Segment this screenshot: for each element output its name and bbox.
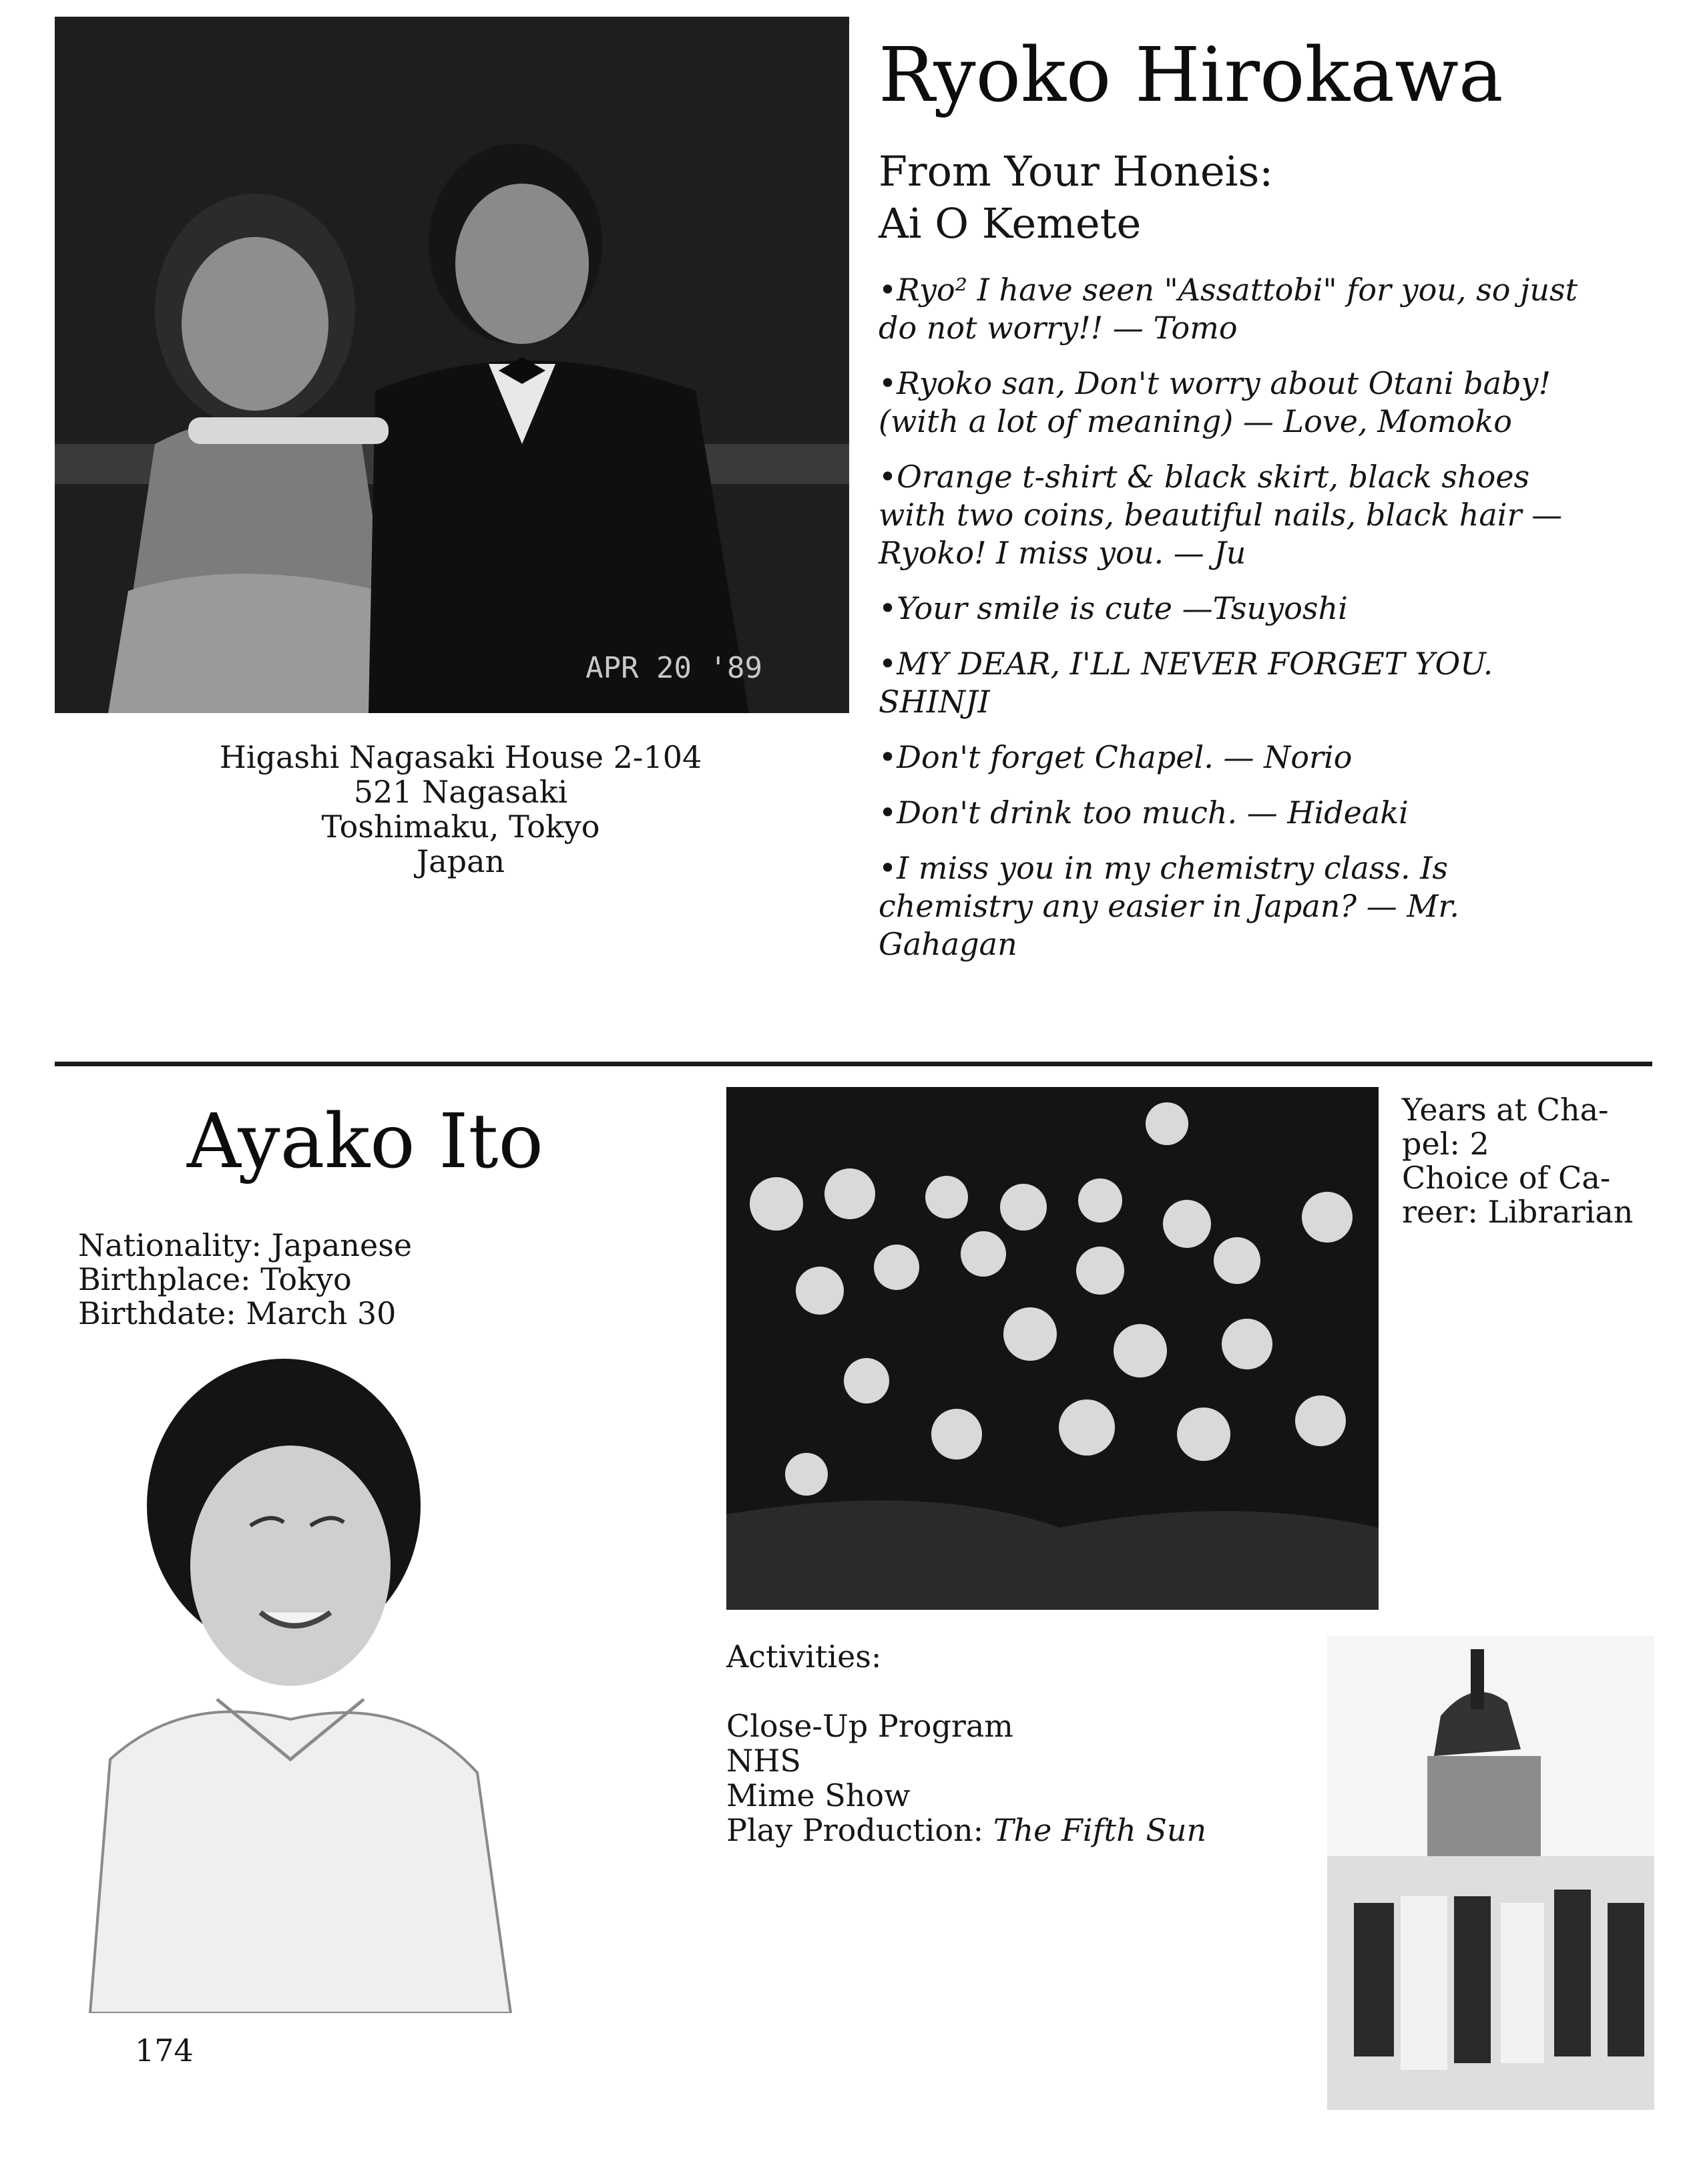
quote: •Don't drink too much. — Hideaki xyxy=(879,795,1409,831)
ryoko-couple-photo xyxy=(55,17,849,713)
chapel-career-info xyxy=(1402,1093,1669,1229)
quote: •Ryoko san, Don't worry about Otani baby! (with a lot of meaning) — Love, Momoko xyxy=(879,365,1551,439)
birthdate: Birthdate: March 30 xyxy=(78,1295,397,1331)
quote: •Ryo² I have seen "Assattobi" for you, so just do not worry!! — Tomo xyxy=(879,272,1578,346)
quote: •Your smile is cute —Tsuyoshi xyxy=(879,590,1348,626)
honeis-line: Ai O Kemete xyxy=(879,199,1142,248)
address-line: Japan xyxy=(416,843,505,879)
chapel-line: Years at Cha- xyxy=(1402,1092,1609,1128)
activities-list xyxy=(726,1639,1206,1847)
birthplace: Birthplace: Tokyo xyxy=(78,1261,352,1297)
activities-heading: Activities: xyxy=(726,1639,882,1675)
address-line: 521 Nagasaki xyxy=(353,774,568,810)
chapel-line: pel: 2 xyxy=(1402,1126,1489,1162)
activity-item-play xyxy=(726,1813,1206,1847)
ryoko-address xyxy=(107,740,814,879)
address-line: Toshimaku, Tokyo xyxy=(321,809,600,845)
ayako-bio xyxy=(78,1229,412,1331)
activity-item: Close-Up Program xyxy=(726,1708,1013,1744)
page-number: 174 xyxy=(135,2032,194,2068)
statue-group-photo xyxy=(1327,1636,1654,2110)
activity-item: NHS xyxy=(726,1743,801,1779)
address-line: Higashi Nagasaki House 2-104 xyxy=(219,739,702,775)
quote: •Don't forget Chapel. — Norio xyxy=(879,739,1353,775)
quote: •Orange t-shirt & black skirt, black shoes with two coins, beautiful nails, black hair — Ryoko! I miss you. — Ju xyxy=(879,459,1563,571)
play-title: The Fifth Sun xyxy=(993,1812,1207,1848)
ayako-portrait-photo xyxy=(50,1345,517,2013)
chapel-line: Choice of Ca- xyxy=(1402,1160,1611,1196)
nationality: Nationality: Japanese xyxy=(78,1227,413,1263)
honeis-dedication xyxy=(879,146,1273,250)
quote: •I miss you in my chemistry class. Is chemistry any easier in Japan? — Mr. Gahagan xyxy=(879,850,1459,962)
section-divider xyxy=(55,1062,1652,1066)
chapel-line: reer: Librarian xyxy=(1402,1194,1634,1230)
photo-date-stamp: APR 20 '89 xyxy=(585,651,762,685)
mime-show-group-photo xyxy=(726,1087,1379,1610)
friend-quotes xyxy=(879,271,1606,981)
honeis-line: From Your Honeis: xyxy=(879,147,1274,196)
ryoko-name-heading: Ryoko Hirokawa xyxy=(879,32,1503,119)
play-label: Play Production: xyxy=(726,1812,984,1848)
activity-item: Mime Show xyxy=(726,1777,911,1813)
quote: •MY DEAR, I'LL NEVER FORGET YOU. SHINJI xyxy=(879,646,1493,720)
ayako-name-heading: Ayako Ito xyxy=(187,1098,543,1185)
